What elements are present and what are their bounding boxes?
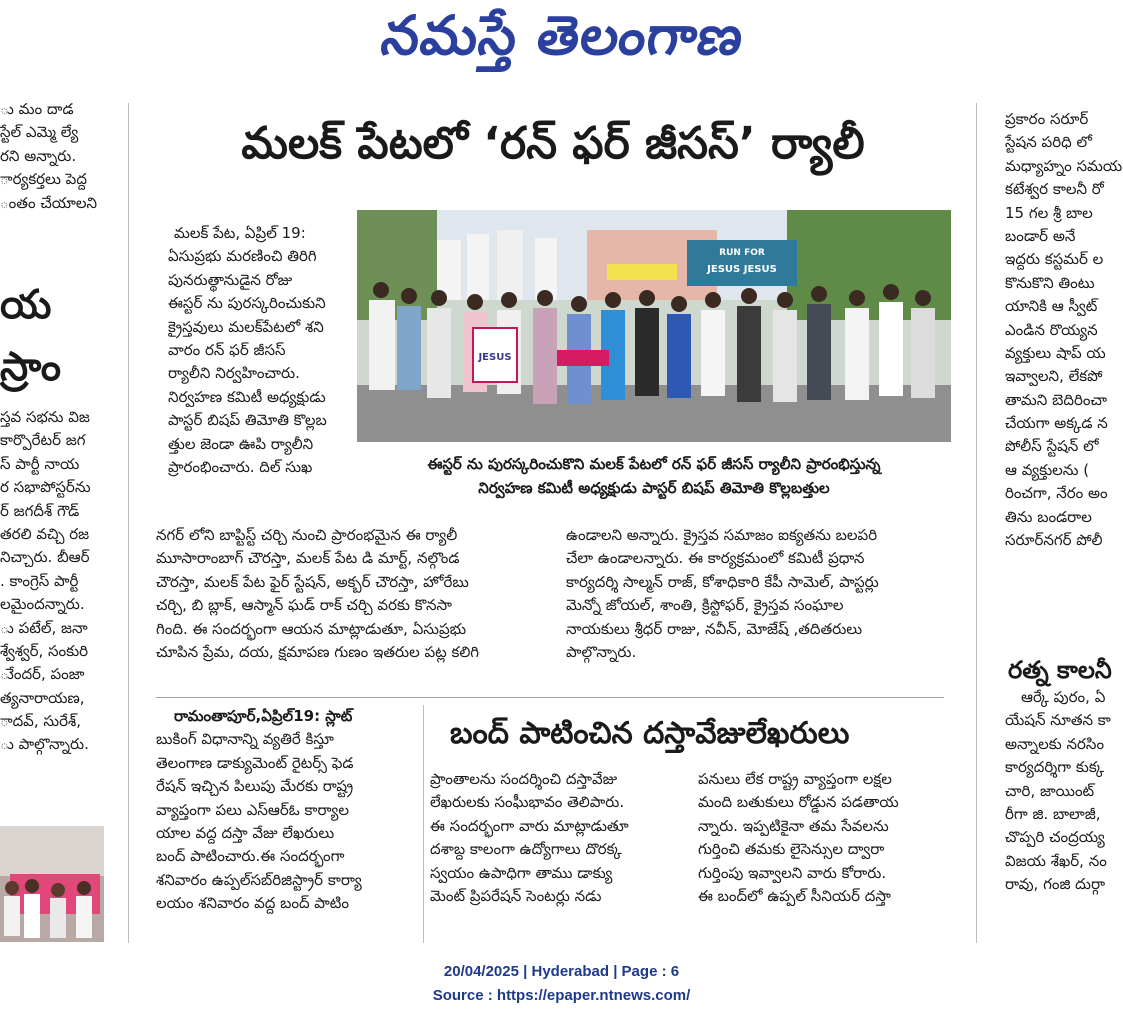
main-story-intro-text: మలక్ పేట, ఏప్రిల్ 19: ఏసుప్రభు మరణించి తిరిగి పునరుత్థానుడైన రోజు ఈస్టర్ ను పురస్కరించుకుని క్రైస్తవులు మలక్‌పేటలో శని వారం రన్ ఫర్ జీసస్ ర్యాలీని నిర్వహించారు. నిర్వహణ కమిటీ అధ్యక్షుడు పాస్టర్ బిషప్ తిమోతి కొల్లబ త్తుల జెండా ఊపి ర్యాలీని ప్రారంభించారు. దిల్ సుఖ xyxy=(168,224,327,476)
main-story-body-left: నగర్ లోని బాప్టిస్ట్ చర్చి నుంచి ప్రారంభమైన ఈ ర్యాలీ మూసారాంబాగ్ చౌరస్తా, మలక్ పేట డి మార్ట్, నల్గొండ చౌరస్తా, మలక్ పేట ఫైర్ స్టేషన్, అక్బర్ చౌరస్తా, హోరేబు చర్చి, బి బ్లాక్, ఆస్మాన్ ఘడ్ రాక్ చర్చి వరకు కొనసా గింది. ఈ సందర్భంగా ఆయన మాట్లాడుతూ, ఏసుప్రభు చూపిన ప్రేమ, దయ, క్షమాపణ గుణం ఇతరుల పట్ల కలిగి xyxy=(156,526,480,661)
rally-photo xyxy=(357,210,951,442)
banner-bottom-text: JESUS JESUS xyxy=(707,264,777,275)
crowd-illustration xyxy=(0,826,104,942)
main-headline: మలక్ పేటలో ‘రన్ ఫర్ జీసస్’ ర్యాలీ xyxy=(241,118,865,169)
photo-caption: ఈస్టర్ ను పురస్కరించుకొని మలక్ పేటలో రన్ ఫర్ జీసస్ ర్యాలీని ప్రారంభిస్తున్న నిర్వహణ కమిటీ అధ్యక్షుడు పాస్టర్ బిషప్ తిమోతి కొల్లబత్తుల xyxy=(427,455,881,497)
masthead xyxy=(0,0,1123,78)
left-column-mid-text: స్తవ సభను విజ కార్పొరేటర్ జగ స్ పార్టీ నాయ ర సభాపోస్టర్‌ను ర్ జగదీశ్ గౌడ్ తరలి వచ్చి రజ నిచ్చారు. బీఆర్ . కాంగ్రెస్ పార్టీ లమైందన్నారు. ు పటేల్, జనా శ్వేశ్వర్, సంకురి ుేందర్, పంజా త్యనారాయణ, ాదవ్, సురేశ్, ు పాల్గొన్నారు. xyxy=(0,408,91,754)
column-rule xyxy=(976,103,977,943)
footer xyxy=(0,960,1123,1008)
column-rule xyxy=(128,103,129,943)
masthead-title: నమస్తే తెలంగాణ xyxy=(377,4,748,67)
placard-text: JESUS xyxy=(478,352,512,363)
second-story-col3: పనులు లేక రాష్ట్ర వ్యాప్తంగా లక్షల మంది బతుకులు రోడ్డున పడతాయ న్నారు. ఇప్పటికైనా తమ సేవలను గుర్తించి తమకు లైసెన్సుల ద్వారా గుర్తింపు ఇవ్వాలని వారు కోరారు. ఈ బంద్‌లో ఉప్పల్ సీనియర్ దస్తా xyxy=(698,770,899,905)
left-column-headline: య స్రాం xyxy=(0,282,62,390)
second-story-col2: ప్రాంతాలను సందర్శించి దస్తావేజు లేఖరులకు సంఘీభావం తెలిపారు. ఈ సందర్భంగా వారు మాట్లాడుతూ దశాబ్ద కాలంగా ఉద్యోగాలు దొరక్క స్వయం ఉపాధిగా తాము డాక్యు మెంట్ ప్రిపరేషన్ సెంటర్లు నడు xyxy=(430,770,629,905)
banner-top-text: RUN FOR xyxy=(719,248,765,258)
rally-illustration xyxy=(357,210,951,442)
column-rule xyxy=(423,705,424,943)
second-story-headline: బంద్ పాటించిన దస్తావేజులేఖరులు xyxy=(450,716,850,751)
footer-date-line: 20/04/2025 | Hyderabad | Page : 6 xyxy=(443,963,680,980)
right-column-top-text: ప్రకారం సరూర్ స్టేషన పరిధి లో మధ్యాహ్నం సమయ కటేశ్వర కాలనీ రో 15 గల శ్రీ బాల బండార్ అనే ఇద్దరు కస్టమర్ ల కొనుకొని తింటు యానికి ఆ స్వీట్ ఎండిన రొయ్యన వ్యక్తులు షాప్ య ఇవ్వాలని, లేకపో తామని బెదిరించా చేయగా అక్కడ న పోలీస్ స్టేషన్ లో ఆ వ్యక్తులను ( రించగా, నేరం అం తిను బండరాల సరూర్‌నగర్ పోలీ xyxy=(1005,110,1123,550)
left-column-top-text: ు మం దాడ స్టేల్ ఎమ్మె ల్యే రని అన్నారు. ార్యకర్తలు పెద్ద ంతం చేయాలని xyxy=(0,100,97,212)
main-story-body-right: ఉండాలని అన్నారు. క్రైస్తవ సమాజం ఐక్యతను బలపరి చేలా ఉండాలన్నారు. ఈ కార్యక్రమంలో కమిటీ ప్రధాన కార్యదర్శి సాల్మన్ రాజ్, కోశాధికారి కేపీ సామెల్, పాస్టర్లు మెన్నో జోయల్, శాంతి, క్రిస్టోఫర్, క్రైస్తవ సంఘాల నాయకులు శ్రీధర్ రాజు, నవీన్, మోజేష్ ,తదితరులు పాల్గొన్నారు. xyxy=(566,526,879,661)
footer-source-line: Source : https://epaper.ntnews.com/ xyxy=(432,987,691,1004)
second-story-col1: రామంతాపూర్,ఏప్రిల్19: స్లాట్ బుకింగ్ విధానాన్ని వ్యతిరే కిస్తూ తెలంగాణ డాక్యుమెంట్ రైటర్స్ ఫెడ రేషన్ ఇచ్చిన పిలుపు మేరకు రాష్ట్ర వ్యాప్తంగా పలు ఎస్ఆర్ఓ కార్యాల యాల వద్ద దస్తా వేజు లేఖరులు బంద్ పాటించారు.ఈ సందర్భంగా శనివారం ఉప్పల్‌సబ్‌రిజిస్ట్రార్ కార్యా లయం శనివారం వద్ద బంద్ పాటిం xyxy=(156,707,362,913)
right-column-subhead: రత్న కాలనీ xyxy=(1008,656,1112,684)
right-column-bottom-text: ఆర్కే పురం, ఏ యేషన్ నూతన కా అన్నాలకు నరసిం కార్యదర్శిగా కుక్క చారి, జాయింట్ రీగా జి. బాలాజీ, చొప్పరి చంద్రయ్య విజయ శేఖర్, నం రావు, గంజి దుర్గా xyxy=(1005,688,1111,894)
story-divider xyxy=(156,697,944,698)
left-column-photo xyxy=(0,826,104,942)
